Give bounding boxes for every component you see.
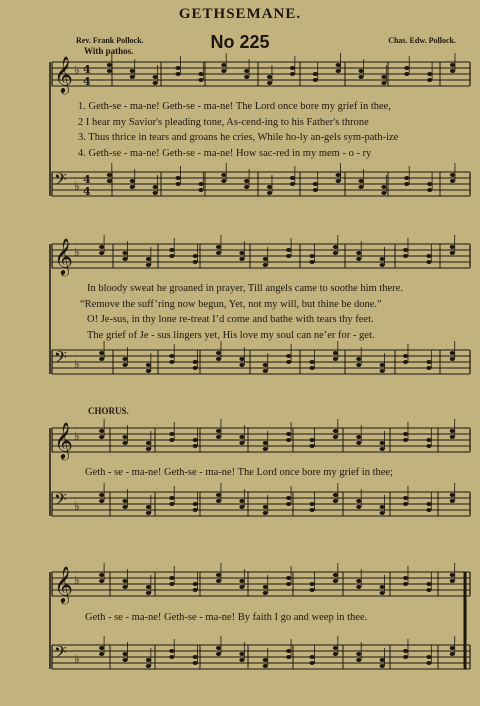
- staff-1-treble-note: [267, 81, 272, 85]
- staff-3-bass-note: [380, 511, 385, 515]
- staff-2-treble-note: [263, 263, 268, 267]
- staff-3-bass-note: [99, 499, 104, 503]
- staff-1-bass-note: [244, 185, 249, 189]
- staff-2-treble-note: [169, 254, 174, 258]
- staff-3-bass-note: [263, 511, 268, 515]
- staff-2-treble-note: [309, 254, 314, 258]
- staff-2-bass-note: [403, 354, 408, 358]
- staff-4-bass-note: [239, 652, 244, 656]
- staff-3-bass-note: [333, 499, 338, 503]
- staff-2-bass-note: [99, 351, 104, 355]
- staff-2-bass-note: [239, 363, 244, 367]
- staff-3-treble-note: [356, 441, 361, 445]
- staff-4-bass-note: [122, 658, 127, 662]
- staff-1-bass-note: [358, 179, 363, 183]
- staff-3-treble-note: [216, 429, 221, 433]
- staff-1-treble-note: [358, 75, 363, 79]
- staff-3-treble-note: [380, 447, 385, 451]
- time-signature: 4: [83, 63, 91, 76]
- staff-1-treble-note: [313, 72, 318, 76]
- staff-2-treble-note: [216, 245, 221, 249]
- staff-4-bass-note: [286, 649, 291, 653]
- staff-3-bass-note: [426, 508, 431, 512]
- staff-1-treble-note: [450, 69, 455, 73]
- staff-4-bass-note: [356, 652, 361, 656]
- staff-1-treble-note: [381, 75, 386, 79]
- staff-4-treble-note: [333, 573, 338, 577]
- staff-1-treble-note: [290, 66, 295, 70]
- staff-3-bass-note: [263, 505, 268, 509]
- verse-4-line-1: 4. Geth-se - ma-ne! Geth-se - ma-ne! How sac-red in my mem - o - ry: [78, 148, 372, 159]
- staff-4-bass-note: [333, 652, 338, 656]
- staff-1-treble-note: [153, 75, 158, 79]
- treble-clef-icon: 𝄞: [54, 565, 73, 603]
- staff-1-bass-note: [267, 191, 272, 195]
- staff-1-bass-note: [404, 176, 409, 180]
- flat-key-signature-icon: ♭: [74, 179, 80, 193]
- staff-2-treble-note: [99, 251, 104, 255]
- staff-4-bass-note: [263, 664, 268, 668]
- staff-2-treble-note: [333, 245, 338, 249]
- staff-4-bass-note: [403, 655, 408, 659]
- staff-1-treble-note: [107, 69, 112, 73]
- staff-3-bass-note: [286, 502, 291, 506]
- staff-2-bass-note: [426, 360, 431, 364]
- staff-4-treble-note: [263, 591, 268, 595]
- staff-1-bass-note: [427, 188, 432, 192]
- staff-1-treble-note: [404, 66, 409, 70]
- verse-4-line-2: The grief of Je - sus lingers yet, His love my soul can ne’er for - get.: [87, 330, 375, 341]
- staff-2-bass-note: [122, 357, 127, 361]
- flat-key-signature-icon: ♭: [74, 652, 80, 666]
- staff-1-bass-note: [244, 179, 249, 183]
- staff-4-bass-note: [146, 664, 151, 668]
- staff-4-bass-note: [263, 658, 268, 662]
- staff-1-bass-note: [358, 185, 363, 189]
- staff-3-bass-note: [239, 505, 244, 509]
- staff-3-treble-note: [193, 438, 198, 442]
- verse-2-line-1: 2 I hear my Savior's pleading tone, As-cend-ing to his Father's throne: [78, 117, 369, 128]
- staff-3-bass-note: [309, 508, 314, 512]
- tempo-marking: With pathos.: [84, 46, 134, 56]
- bass-clef-icon: 𝄢: [54, 642, 67, 666]
- staff-4-treble-note: [309, 588, 314, 592]
- staff-4-treble-note: [239, 585, 244, 589]
- staff-1-treble-note: [153, 81, 158, 85]
- staff-3-bass-note: [146, 511, 151, 515]
- staff-2-treble-note: [309, 260, 314, 264]
- staff-1-treble-note: [450, 63, 455, 67]
- staff-2-bass-note: [403, 360, 408, 364]
- staff-4-treble-note: [426, 582, 431, 586]
- staff-4-treble-note: [193, 588, 198, 592]
- staff-4-bass-note: [450, 646, 455, 650]
- staff-2-bass-note: [263, 363, 268, 367]
- staff-2-treble-note: [426, 254, 431, 258]
- staff-2-treble-note: [380, 263, 385, 267]
- treble-clef-icon: 𝄞: [54, 421, 73, 459]
- staff-4-treble-note: [193, 582, 198, 586]
- staff-2-bass-note: [286, 360, 291, 364]
- staff-4-bass-note: [122, 652, 127, 656]
- staff-2-treble-note: [450, 251, 455, 255]
- flat-key-signature-icon: ♭: [74, 573, 80, 587]
- staff-3-bass-note: [99, 493, 104, 497]
- staff-1-bass-note: [450, 173, 455, 177]
- staff-3-bass-note: [216, 499, 221, 503]
- staff-4-treble-note: [380, 585, 385, 589]
- staff-1-bass-note: [427, 182, 432, 186]
- staff-3-bass-note: [403, 496, 408, 500]
- bass-clef-icon: 𝄢: [54, 489, 67, 513]
- staff-2-treble-note: [193, 260, 198, 264]
- staff-2-treble-note: [403, 254, 408, 258]
- staff-1-bass-note: [336, 179, 341, 183]
- staff-2-bass-note: [426, 366, 431, 370]
- staff-3-treble-note: [286, 438, 291, 442]
- staff-1-bass-note: [450, 179, 455, 183]
- staff-4-treble-note: [403, 582, 408, 586]
- lyricist-credit: Rev. Frank Pollock.: [76, 36, 144, 45]
- staff-2-bass-note: [169, 354, 174, 358]
- composer-credit: Chas. Edw. Pollock.: [388, 36, 456, 45]
- staff-2-bass-note: [122, 363, 127, 367]
- staff-1-treble-note: [130, 75, 135, 79]
- staff-2-bass-note: [216, 351, 221, 355]
- staff-4-bass-note: [169, 649, 174, 653]
- staff-1-bass-note: [267, 185, 272, 189]
- bass-clef-icon: 𝄢: [54, 347, 67, 371]
- staff-1-treble-note: [267, 75, 272, 79]
- flat-key-signature-icon: ♭: [74, 357, 80, 371]
- staff-3-treble-note: [309, 438, 314, 442]
- staff-2-treble-note: [286, 254, 291, 258]
- staff-2-treble-note: [403, 248, 408, 252]
- staff-3-treble-note: [380, 441, 385, 445]
- staff-4-bass-note: [356, 658, 361, 662]
- staff-1-bass-note: [153, 185, 158, 189]
- staff-2-treble-note: [239, 251, 244, 255]
- staff-2-bass-note: [309, 360, 314, 364]
- staff-4-bass-note: [380, 658, 385, 662]
- staff-4-treble-note: [122, 579, 127, 583]
- staff-1-treble-note: [221, 69, 226, 73]
- staff-4-treble-note: [286, 582, 291, 586]
- staff-1-treble-note: [130, 69, 135, 73]
- staff-1-bass-note: [198, 182, 203, 186]
- staff-3-bass-note: [216, 493, 221, 497]
- verse-1-line-2: In bloody sweat he groaned in prayer, Till angels came to soothe him there.: [87, 283, 403, 294]
- staff-1-treble-note: [244, 75, 249, 79]
- staff-4-bass-note: [146, 658, 151, 662]
- flat-key-signature-icon: ♭: [74, 63, 80, 77]
- staff-1-treble-note: [175, 72, 180, 76]
- staff-4-treble-note: [286, 576, 291, 580]
- staff-4-treble-note: [356, 579, 361, 583]
- staff-1-treble-note: [313, 78, 318, 82]
- staff-3-treble-note: [99, 435, 104, 439]
- staff-3-treble-note: [169, 438, 174, 442]
- staff-3-bass-note: [380, 505, 385, 509]
- staff-1-bass-note: [313, 182, 318, 186]
- staff-1-bass-note: [221, 179, 226, 183]
- staff-1-treble-note: [198, 72, 203, 76]
- staff-2-bass-note: [380, 369, 385, 373]
- staff-2-bass-note: [380, 363, 385, 367]
- staff-2-treble-note: [169, 248, 174, 252]
- staff-1-treble-note: [336, 63, 341, 67]
- staff-3-bass-note: [356, 499, 361, 503]
- staff-3-treble-note: [122, 435, 127, 439]
- treble-clef-icon: 𝄞: [54, 55, 73, 93]
- staff-4-bass-note: [426, 661, 431, 665]
- staff-2-treble-note: [239, 257, 244, 261]
- staff-4-bass-note: [169, 655, 174, 659]
- staff-1-bass-note: [290, 182, 295, 186]
- staff-1-treble-note: [107, 63, 112, 67]
- staff-3-treble-note: [286, 432, 291, 436]
- staff-1-treble-note: [427, 78, 432, 82]
- staff-2-bass-note: [99, 357, 104, 361]
- staff-4-bass-note: [309, 655, 314, 659]
- staff-4-bass-note: [380, 664, 385, 668]
- time-signature: 4: [83, 75, 91, 88]
- staff-4-bass-note: [99, 652, 104, 656]
- staff-1-bass-note: [107, 179, 112, 183]
- staff-4-bass-note: [239, 658, 244, 662]
- staff-2-bass-note: [309, 366, 314, 370]
- staff-3-treble-note: [450, 429, 455, 433]
- staff-3-treble-note: [356, 435, 361, 439]
- verse-3-line-2: O! Je-sus, in thy lone re-treat I’d come and bathe with tears thy feet.: [87, 314, 374, 325]
- bass-clef-icon: 𝄢: [54, 169, 67, 193]
- staff-2-bass-note: [216, 357, 221, 361]
- flat-key-signature-icon: ♭: [74, 499, 80, 513]
- staff-1-bass-note: [175, 176, 180, 180]
- staff-3-treble-note: [216, 435, 221, 439]
- staff-2-treble-note: [356, 251, 361, 255]
- staff-3-treble-note: [193, 444, 198, 448]
- staff-2-treble-note: [356, 257, 361, 261]
- staff-4-treble-note: [426, 588, 431, 592]
- staff-1-bass-note: [107, 173, 112, 177]
- staff-2-bass-note: [169, 360, 174, 364]
- staff-4-treble-note: [356, 585, 361, 589]
- staff-3-bass-note: [239, 499, 244, 503]
- verse-2-line-2: “Remove the suff’ring now begun, Yet, not my will, but thine be done.”: [80, 299, 382, 310]
- staff-4-bass-note: [99, 646, 104, 650]
- verse-1-line-1: 1. Geth-se - ma-ne! Geth-se - ma-ne! The Lord once bore my grief in thee,: [78, 101, 391, 112]
- staff-3-treble-note: [122, 441, 127, 445]
- hymn-title: GETHSEMANE.: [178, 6, 302, 22]
- staff-3-treble-note: [403, 432, 408, 436]
- staff-4-treble-note: [122, 585, 127, 589]
- staff-2-treble-note: [122, 251, 127, 255]
- staff-1-bass-note: [404, 182, 409, 186]
- staff-1-bass-note: [381, 185, 386, 189]
- staff-1-bass-note: [290, 176, 295, 180]
- staff-1-bass-note: [381, 191, 386, 195]
- staff-4-treble-note: [216, 579, 221, 583]
- staff-3-treble-note: [309, 444, 314, 448]
- staff-4-bass-note: [450, 652, 455, 656]
- staff-3-bass-note: [426, 502, 431, 506]
- staff-2-bass-note: [333, 351, 338, 355]
- staff-2-treble-note: [216, 251, 221, 255]
- staff-3-bass-note: [146, 505, 151, 509]
- staff-4-bass-note: [216, 652, 221, 656]
- staff-3-treble-note: [146, 447, 151, 451]
- staff-1-bass-note: [175, 182, 180, 186]
- staff-1-treble-note: [358, 69, 363, 73]
- staff-2-treble-note: [286, 248, 291, 252]
- staff-3-bass-note: [356, 505, 361, 509]
- staff-3-treble-note: [146, 441, 151, 445]
- staff-3-treble-note: [169, 432, 174, 436]
- time-signature: 4: [83, 185, 91, 198]
- staff-2-bass-note: [450, 351, 455, 355]
- staff-2-treble-note: [450, 245, 455, 249]
- chorus-label: CHORUS.: [88, 406, 129, 416]
- staff-1-treble-note: [221, 63, 226, 67]
- staff-1-bass-note: [130, 185, 135, 189]
- staff-3-treble-note: [239, 435, 244, 439]
- staff-2-bass-note: [356, 357, 361, 361]
- time-signature: 4: [83, 173, 91, 186]
- staff-4-bass-note: [403, 649, 408, 653]
- staff-2-bass-note: [450, 357, 455, 361]
- staff-3-bass-note: [450, 493, 455, 497]
- staff-1-treble-note: [427, 72, 432, 76]
- staff-3-treble-note: [263, 441, 268, 445]
- staff-4-bass-note: [216, 646, 221, 650]
- staff-2-treble-note: [426, 260, 431, 264]
- staff-4-treble-note: [99, 573, 104, 577]
- staff-4-treble-note: [380, 591, 385, 595]
- staff-2-bass-note: [286, 354, 291, 358]
- staff-2-treble-note: [193, 254, 198, 258]
- staff-3-treble-note: [450, 435, 455, 439]
- staff-3-treble-note: [403, 438, 408, 442]
- staff-4-treble-note: [99, 579, 104, 583]
- staff-3-bass-note: [403, 502, 408, 506]
- staff-4-treble-note: [333, 579, 338, 583]
- staff-4-treble-note: [216, 573, 221, 577]
- staff-1-bass-note: [336, 173, 341, 177]
- hymn-number: No 225: [210, 32, 270, 52]
- staff-2-bass-note: [356, 363, 361, 367]
- staff-3-treble-note: [99, 429, 104, 433]
- staff-2-treble-note: [380, 257, 385, 261]
- staff-3-bass-note: [286, 496, 291, 500]
- staff-2-bass-note: [333, 357, 338, 361]
- staff-4-treble-note: [309, 582, 314, 586]
- staff-4-treble-note: [169, 576, 174, 580]
- staff-2-bass-note: [239, 357, 244, 361]
- staff-2-treble-note: [333, 251, 338, 255]
- staff-4-bass-note: [286, 655, 291, 659]
- staff-3-bass-note: [193, 508, 198, 512]
- chorus-line-1: Geth - se - ma-ne! Geth-se - ma-ne! The Lord once bore my grief in thee;: [85, 467, 393, 478]
- staff-3-bass-note: [169, 496, 174, 500]
- staff-4-treble-note: [146, 585, 151, 589]
- staff-1-bass-note: [198, 188, 203, 192]
- staff-1-treble-note: [381, 81, 386, 85]
- staff-4-treble-note: [450, 579, 455, 583]
- staff-3-treble-note: [426, 438, 431, 442]
- staff-1-treble-note: [198, 78, 203, 82]
- staff-2-treble-note: [146, 263, 151, 267]
- staff-4-bass-note: [193, 661, 198, 665]
- chorus-line-2: Geth - se - ma-ne! Geth-se - ma-ne! By faith I go and weep in thee.: [85, 612, 368, 623]
- staff-4-treble-note: [403, 576, 408, 580]
- staff-2-bass-note: [146, 363, 151, 367]
- staff-2-treble-note: [122, 257, 127, 261]
- staff-3-bass-note: [169, 502, 174, 506]
- staff-3-bass-note: [450, 499, 455, 503]
- staff-3-bass-note: [333, 493, 338, 497]
- staff-3-bass-note: [122, 499, 127, 503]
- staff-3-bass-note: [122, 505, 127, 509]
- staff-1-bass-note: [221, 173, 226, 177]
- staff-3-treble-note: [426, 444, 431, 448]
- staff-1-bass-note: [130, 179, 135, 183]
- flat-key-signature-icon: ♭: [74, 429, 80, 443]
- staff-3-bass-note: [309, 502, 314, 506]
- staff-4-bass-note: [426, 655, 431, 659]
- staff-2-bass-note: [193, 366, 198, 370]
- staff-2-treble-note: [263, 257, 268, 261]
- staff-2-treble-note: [146, 257, 151, 261]
- staff-3-treble-note: [333, 435, 338, 439]
- staff-2-treble-note: [99, 245, 104, 249]
- staff-1-treble-note: [290, 72, 295, 76]
- staff-3-treble-note: [239, 441, 244, 445]
- staff-4-treble-note: [169, 582, 174, 586]
- staff-2-bass-note: [263, 369, 268, 373]
- flat-key-signature-icon: ♭: [74, 245, 80, 259]
- staff-3-treble-note: [333, 429, 338, 433]
- staff-4-treble-note: [146, 591, 151, 595]
- staff-2-bass-note: [146, 369, 151, 373]
- staff-3-bass-note: [193, 502, 198, 506]
- staff-4-treble-note: [263, 585, 268, 589]
- staff-1-treble-note: [336, 69, 341, 73]
- staff-4-treble-note: [450, 573, 455, 577]
- staff-4-treble-note: [239, 579, 244, 583]
- staff-4-bass-note: [333, 646, 338, 650]
- staff-4-bass-note: [309, 661, 314, 665]
- verse-3-line-1: 3. Thus thrice in tears and groans he cries, While ho-ly an-gels sym-path-ize: [78, 132, 399, 143]
- staff-1-bass-note: [153, 191, 158, 195]
- staff-3-treble-note: [263, 447, 268, 451]
- staff-1-treble-note: [175, 66, 180, 70]
- staff-1-bass-note: [313, 188, 318, 192]
- staff-2-bass-note: [193, 360, 198, 364]
- staff-4-bass-note: [193, 655, 198, 659]
- staff-1-treble-note: [404, 72, 409, 76]
- treble-clef-icon: 𝄞: [54, 237, 73, 275]
- staff-1-treble-note: [244, 69, 249, 73]
